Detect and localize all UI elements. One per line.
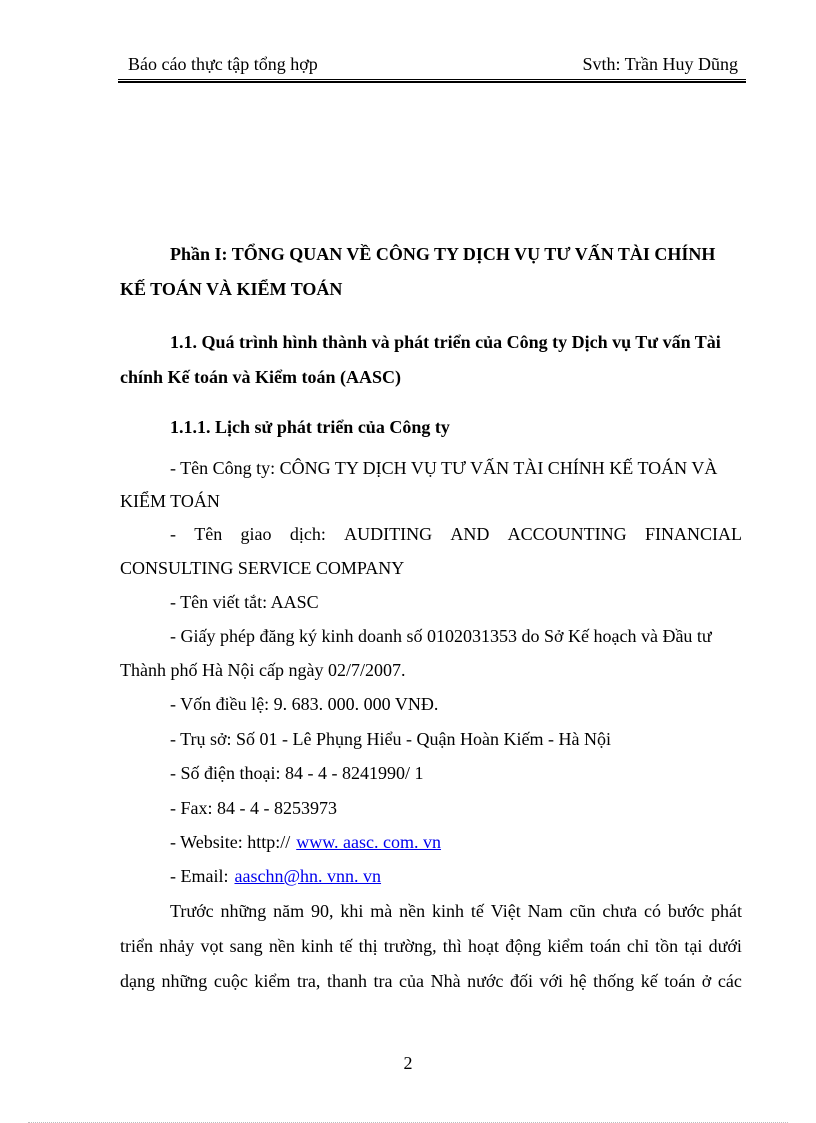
word: toán — [589, 936, 621, 956]
word: ở — [701, 971, 712, 991]
trade-name-line2: CONSULTING SERVICE COMPANY — [120, 558, 405, 578]
word: 90, — [311, 901, 334, 921]
word: kinh — [301, 936, 334, 956]
word: trường, — [383, 936, 437, 956]
company-name-line2: KIỂM TOÁN — [120, 491, 220, 511]
word: triển — [120, 936, 153, 956]
word: ACCOUNTING — [507, 524, 627, 544]
website-row — [170, 829, 441, 855]
page-number: 2 — [403, 1053, 413, 1073]
word: kế — [640, 971, 658, 991]
head-office-address: - Trụ sở: Số 01 - Lê Phụng Hiểu - Quận Hoàn Kiếm - Hà Nội — [170, 729, 611, 749]
website-link[interactable]: www. aasc. com. vn — [296, 832, 442, 852]
word: AND — [450, 524, 490, 544]
word: với — [539, 971, 564, 991]
word: tại — [684, 936, 703, 956]
word: các — [717, 971, 742, 991]
email-row — [170, 863, 381, 889]
fax-number: - Fax: 84 - 4 - 8253973 — [170, 798, 337, 818]
word: sang — [229, 936, 263, 956]
word: khi — [340, 901, 364, 921]
word: kiểm — [254, 971, 291, 991]
word: dịch: — [289, 524, 326, 544]
word: hoạt — [468, 936, 500, 956]
word: tồn — [655, 936, 679, 956]
word: phát — [710, 901, 742, 921]
word: tế — [470, 901, 484, 921]
word: những — [161, 971, 208, 991]
word: của — [399, 971, 425, 991]
word: chưa — [602, 901, 638, 921]
license-line2: Thành phố Hà Nội cấp ngày 02/7/2007. — [120, 660, 406, 680]
word: nhảy — [159, 936, 195, 956]
word: thị — [358, 936, 378, 956]
word: Nhà — [430, 971, 461, 991]
word: bước — [667, 901, 705, 921]
header-student-name: Svth: Trần Huy Dũng — [582, 54, 738, 74]
word: kinh — [432, 901, 465, 921]
word: động — [505, 936, 542, 956]
part-heading-line1: Phần I: TỔNG QUAN VỀ CÔNG TY DỊCH VỤ TƯ VẤN TÀI CHÍNH — [170, 244, 716, 264]
word: thì — [442, 936, 462, 956]
word: dưới — [708, 936, 742, 956]
word: nước — [467, 971, 504, 991]
word: thanh — [326, 971, 367, 991]
word: những — [220, 901, 267, 921]
company-name-line1: - Tên Công ty: CÔNG TY DỊCH VỤ TƯ VẤN TÀI CHÍNH KẾ TOÁN VÀ — [170, 458, 718, 478]
word: FINANCIAL — [644, 524, 742, 544]
header-report-title: Báo cáo thực tập tổng hợp — [128, 54, 318, 74]
word: cuộc — [213, 971, 248, 991]
word: kiểm — [547, 936, 584, 956]
phone-number: - Số điện thoại: 84 - 4 - 8241990/ 1 — [170, 763, 424, 783]
word: chỉ — [626, 936, 649, 956]
paragraph-line2 — [120, 933, 742, 959]
page-header — [118, 50, 746, 78]
abbreviation: - Tên viết tắt: AASC — [170, 592, 319, 612]
word: Nam — [527, 901, 563, 921]
header-rule-thick — [118, 81, 746, 83]
section-heading-line1: 1.1. Quá trình hình thành và phát triển của Công ty Dịch vụ Tư vấn Tài — [170, 332, 721, 352]
word: vọt — [200, 936, 224, 956]
word: giao — [240, 524, 272, 544]
word: nền — [399, 901, 426, 921]
paragraph-line3 — [120, 968, 742, 994]
word: hệ — [569, 971, 587, 991]
word: cũn — [569, 901, 596, 921]
word: Trước — [170, 901, 214, 921]
word: - — [170, 524, 176, 544]
subsection-heading: 1.1.1. Lịch sử phát triển của Công ty — [170, 417, 450, 437]
charter-capital: - Vốn điều lệ: 9. 683. 000. 000 VNĐ. — [170, 694, 439, 714]
word: thống — [593, 971, 635, 991]
word: Tên — [194, 524, 223, 544]
word: nền — [268, 936, 295, 956]
email-label: - Email: — [170, 866, 229, 886]
word: AUDITING — [344, 524, 433, 544]
email-link[interactable]: aaschn@hn. vnn. vn — [234, 866, 382, 886]
section-heading-line2: chính Kế toán và Kiểm toán (AASC) — [120, 367, 402, 387]
word: tra — [373, 971, 393, 991]
word: đối — [509, 971, 533, 991]
word: có — [643, 901, 661, 921]
word: dạng — [120, 971, 155, 991]
word: tế — [339, 936, 353, 956]
word: tra, — [296, 971, 321, 991]
part-heading-line2: KẾ TOÁN VÀ KIỂM TOÁN — [120, 279, 343, 299]
word: toán — [664, 971, 696, 991]
paragraph-line1 — [170, 898, 742, 924]
word: năm — [273, 901, 305, 921]
header-rule — [118, 79, 746, 80]
trade-name-line1 — [170, 521, 742, 547]
license-line1: - Giấy phép đăng ký kinh doanh số 0102031353 do Sở Kế hoạch và Đầu tư — [170, 626, 712, 646]
word: Việt — [490, 901, 521, 921]
website-label: - Website: http:// — [170, 832, 291, 852]
word: mà — [370, 901, 393, 921]
